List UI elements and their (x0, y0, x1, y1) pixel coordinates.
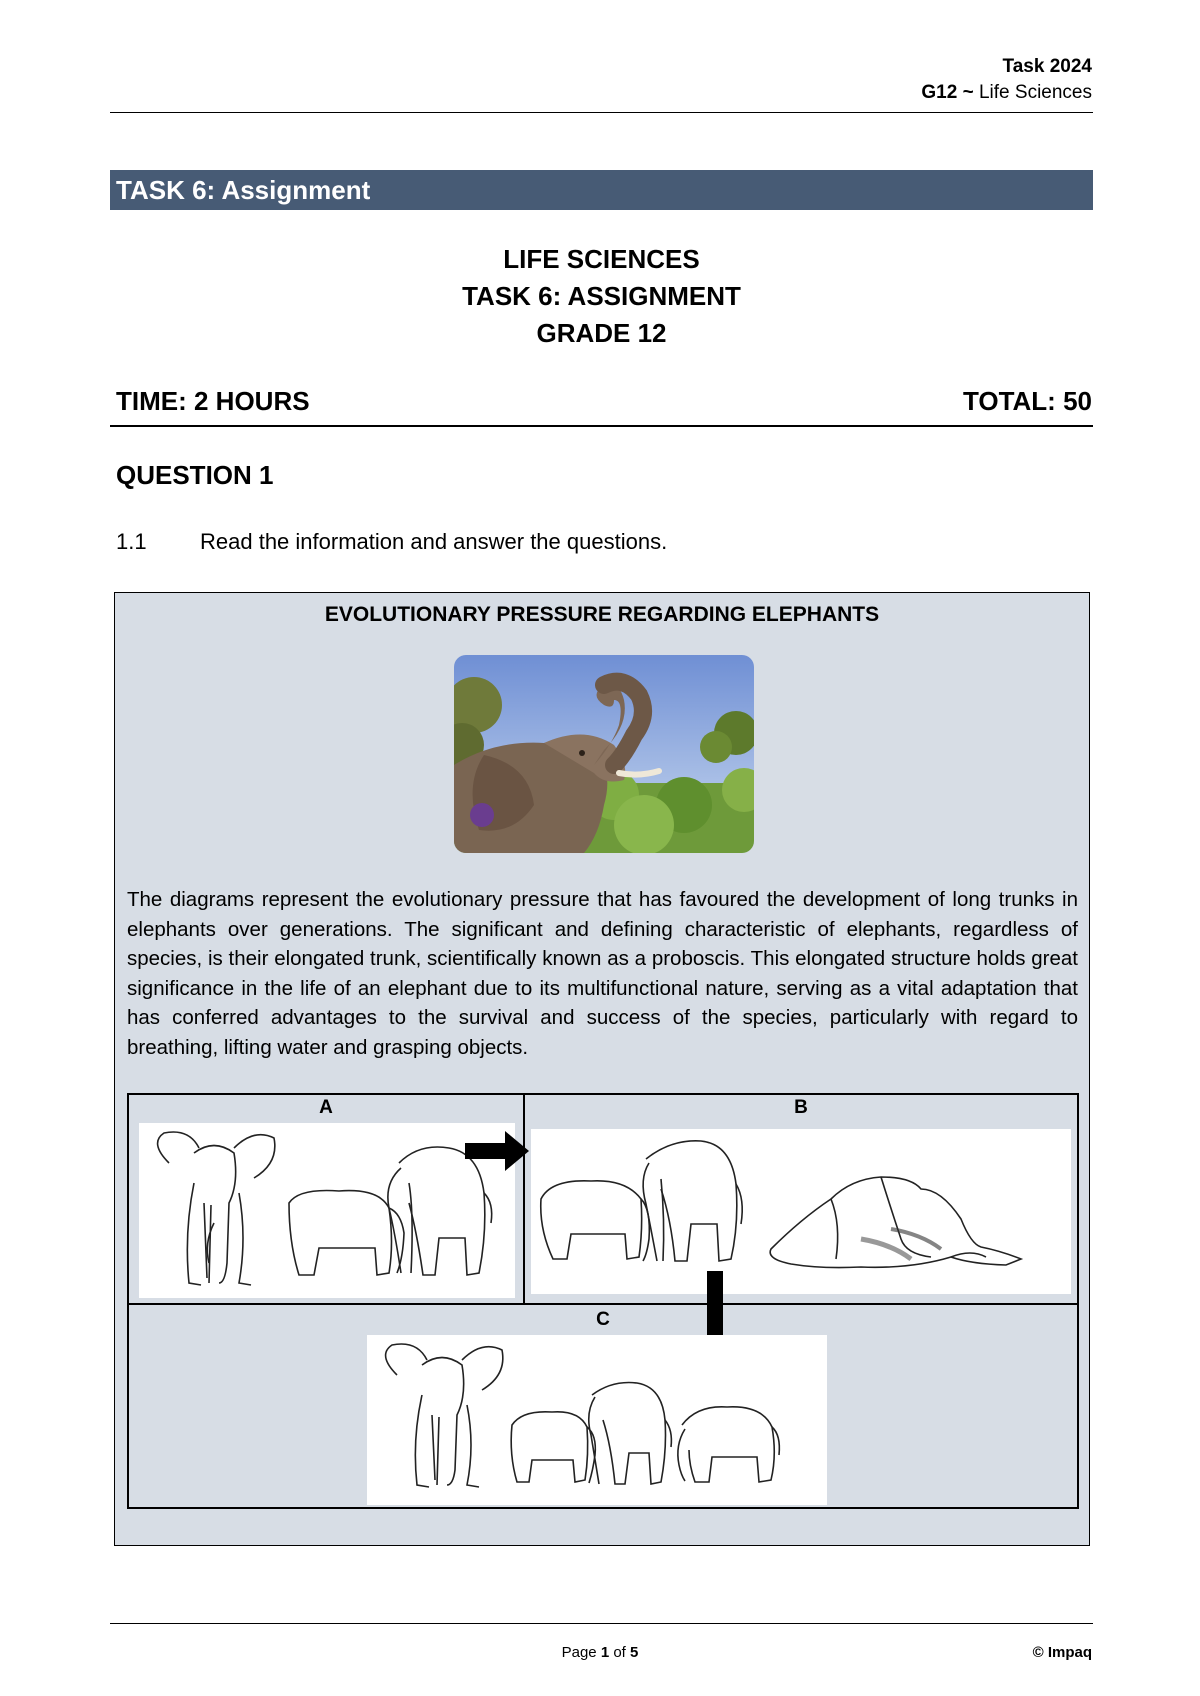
header-grade-subject (921, 82, 1092, 104)
info-box (114, 592, 1090, 1546)
time-label: TIME: 2 HOURS (116, 386, 310, 416)
footer-divider (110, 1623, 1093, 1624)
info-paragraph: The diagrams represent the evolutionary pressure that has favoured the development of long trunks in elephants over generations. The significant and defining characteristic of elephants, regardless of species, is their elongated trunk, scientifically known as a proboscis. This elongated structure holds great significance in the life of an elephant due to its multifunctional nature, serving as a vital adaptation that has conferred advantages to the survival and success of the species, particularly with regard to breathing, lifting water and grasping objects. (127, 888, 1078, 1059)
header-subject: Life Sciences (978, 82, 1092, 103)
task-banner: TASK 6: Assignment (110, 170, 1093, 210)
cell-label-c: C (596, 1309, 610, 1330)
footer-page-total: 5 (630, 1644, 639, 1661)
cell-label-a: A (319, 1097, 333, 1118)
question-number: 1.1 (116, 529, 147, 554)
grid-horizontal-divider (129, 1303, 1077, 1305)
info-box-title: EVOLUTIONARY PRESSURE REGARDING ELEPHANTS (324, 603, 880, 626)
diagram-c-drawing (367, 1335, 827, 1505)
cell-label-b: B (794, 1097, 808, 1118)
title-grade: GRADE 12 (536, 318, 667, 348)
total-label: TOTAL: 50 (962, 386, 1092, 416)
footer-of-word: of (613, 1644, 626, 1661)
title-task: TASK 6: ASSIGNMENT (462, 281, 741, 311)
title-subject: LIFE SCIENCES (503, 244, 700, 274)
question-heading: QUESTION 1 (116, 460, 274, 490)
elephant-photo (454, 655, 754, 853)
arrow-right-icon (465, 1131, 529, 1171)
header-grade: G12 ~ (921, 82, 974, 103)
header-task-year: Task 2024 (1002, 56, 1092, 77)
header-divider (110, 112, 1093, 113)
footer-page-word: Page (561, 1644, 597, 1661)
diagram-b-drawing (531, 1129, 1071, 1294)
diagram-grid (127, 1093, 1079, 1509)
footer-copyright: © Impaq (1032, 1644, 1092, 1661)
footer-page-current: 1 (600, 1644, 610, 1661)
question-instruction: Read the information and answer the questions. (200, 529, 668, 554)
diagram-a-drawing (139, 1123, 515, 1298)
time-divider (110, 425, 1093, 427)
footer-page-number (0, 1644, 1200, 1661)
grid-vertical-divider (523, 1095, 525, 1303)
